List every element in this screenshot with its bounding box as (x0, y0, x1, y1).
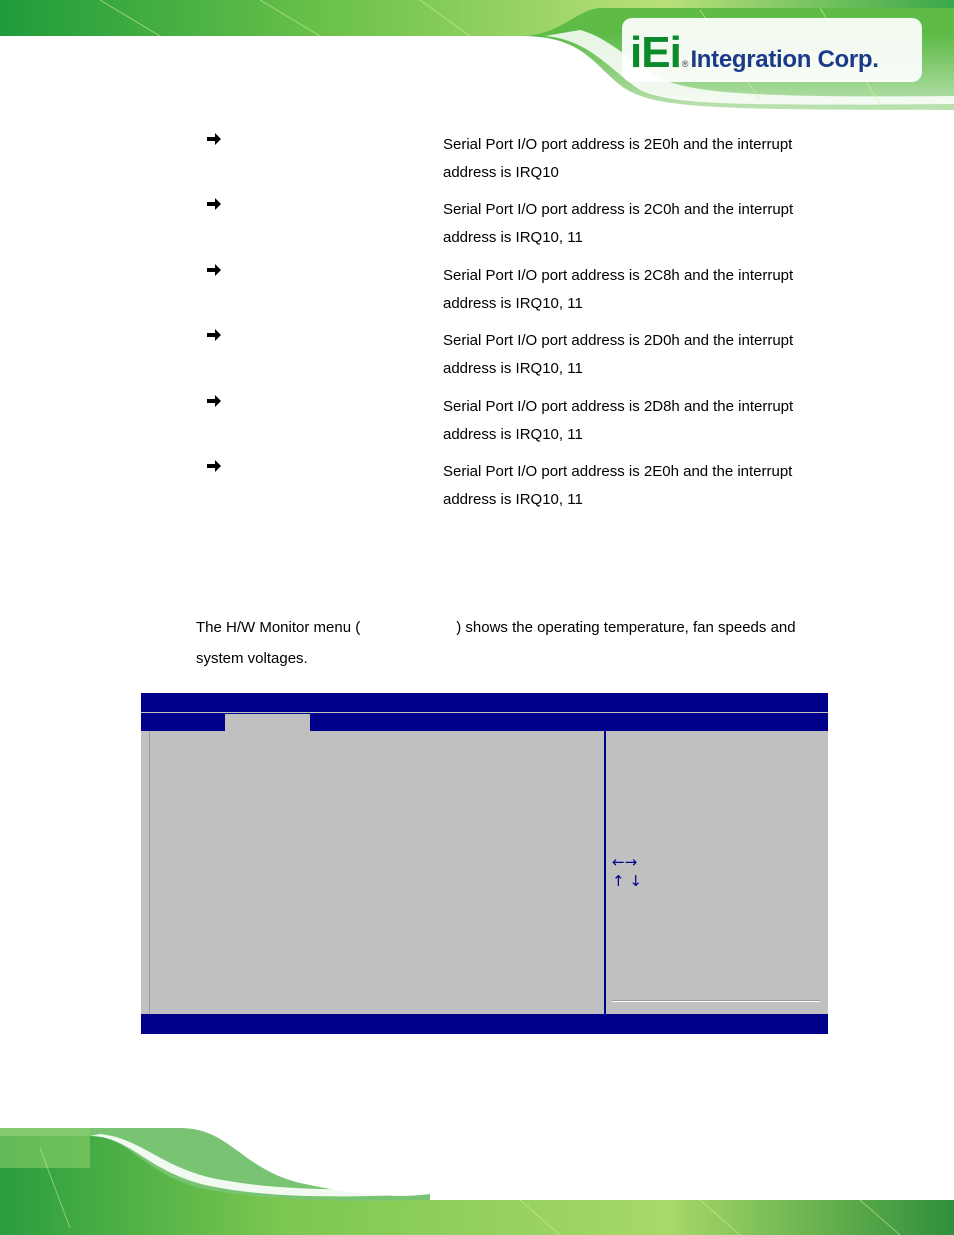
arrow-right-icon (205, 458, 223, 474)
option-item (0, 131, 954, 191)
bios-settings-panel (141, 731, 604, 1014)
option-description-line: Serial Port I/O port address is 2E0h and the interrupt (443, 463, 793, 480)
bios-help-panel (606, 731, 828, 1014)
hw-monitor-paragraph (196, 612, 826, 674)
option-description-line: Serial Port I/O port address is 2D8h and the interrupt (443, 398, 794, 415)
arrow-right-icon (205, 393, 223, 409)
option-description (443, 327, 823, 383)
arrow-right-icon (205, 131, 223, 147)
bios-footer-bar (141, 1014, 828, 1034)
option-item (0, 393, 954, 453)
left-right-arrow-icon: ←→ (612, 853, 638, 871)
arrow-right-icon (205, 262, 223, 278)
option-item (0, 262, 954, 322)
option-description (443, 262, 823, 318)
option-description-line: Serial Port I/O port address is 2E0h and the interrupt (443, 136, 793, 153)
arrow-right-icon (205, 196, 223, 212)
option-description (443, 131, 823, 187)
option-description-line: address is IRQ10, 11 (443, 360, 583, 377)
logo-mark: iEi (630, 28, 681, 77)
option-description (443, 196, 823, 252)
option-item (0, 458, 954, 518)
option-description-line: Serial Port I/O port address is 2C0h and the interrupt (443, 201, 794, 218)
bios-menu-bar (141, 712, 828, 731)
option-description-line: address is IRQ10, 11 (443, 426, 583, 443)
up-down-arrow-icon: ↑ ↓ (612, 872, 642, 890)
bios-title-bar (141, 693, 828, 712)
bios-settings-area (149, 731, 605, 1014)
footer-banner-graphic (0, 1128, 954, 1235)
company-logo (630, 27, 879, 75)
bios-help-separator (612, 1000, 820, 1002)
bios-active-tab[interactable] (225, 714, 310, 731)
paragraph-text-before: The H/W Monitor menu ( (196, 619, 361, 636)
footer-banner (0, 1128, 954, 1235)
arrow-right-icon (205, 327, 223, 343)
option-description (443, 393, 823, 449)
option-description-line: address is IRQ10, 11 (443, 229, 583, 246)
option-item (0, 327, 954, 387)
logo-registered-mark: ® (681, 59, 689, 69)
option-item (0, 196, 954, 256)
option-description-line: Serial Port I/O port address is 2C8h and the interrupt (443, 267, 794, 284)
option-description-line: address is IRQ10, 11 (443, 295, 583, 312)
header-banner (0, 0, 954, 112)
logo-text: Integration Corp. (690, 46, 879, 73)
bios-screen (141, 693, 828, 1034)
bios-navigation-keys (612, 853, 642, 891)
option-description (443, 458, 823, 514)
paragraph-line: system voltages. (196, 650, 308, 667)
option-description-line: address is IRQ10, 11 (443, 491, 583, 508)
option-description-line: address is IRQ10 (443, 164, 559, 181)
paragraph-text-after: ) shows the operating temperature, fan speeds and (456, 619, 796, 636)
paragraph-line (196, 612, 826, 643)
option-description-line: Serial Port I/O port address is 2D0h and the interrupt (443, 332, 794, 349)
